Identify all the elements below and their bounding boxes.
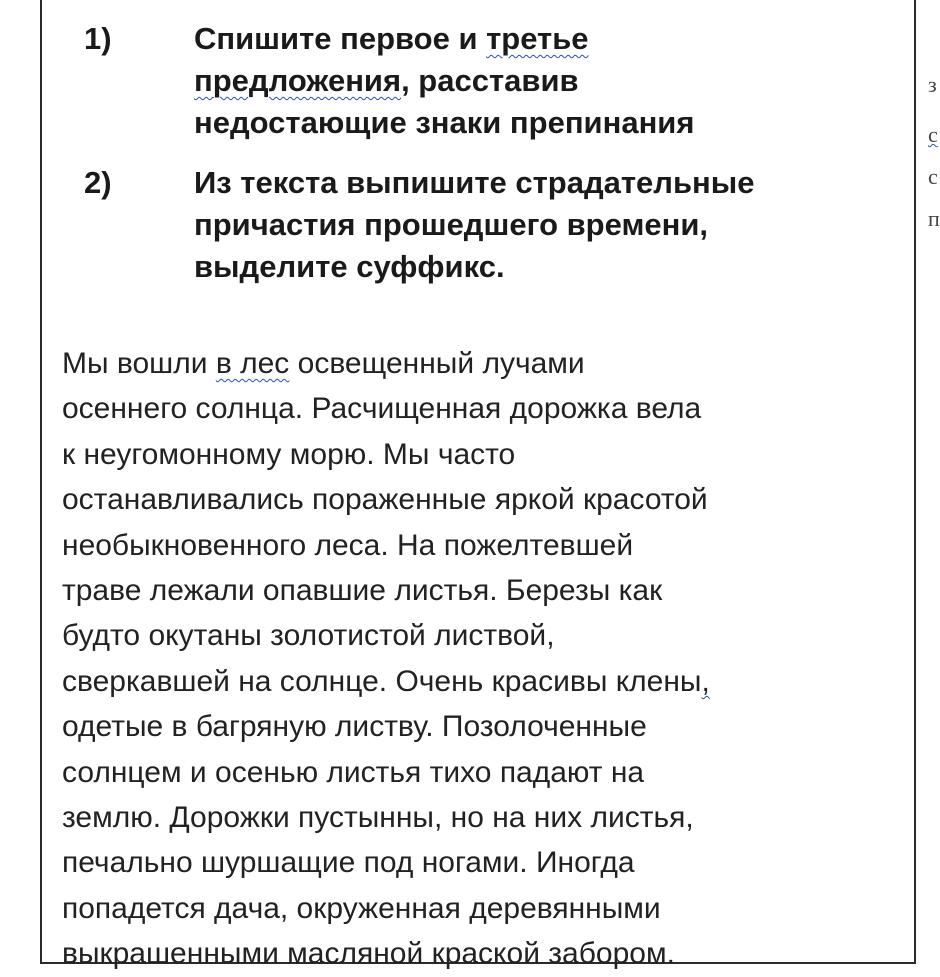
spellcheck-underlined-word: третье xyxy=(486,21,589,56)
task-line: Спишите первое и третье xyxy=(194,21,589,56)
task-list xyxy=(84,18,864,288)
spellcheck-underlined-comma: , xyxy=(701,664,710,698)
task-line: причастия прошедшего времени, xyxy=(194,207,709,242)
passage-line: выкрашенными масляной краской забором. xyxy=(62,937,675,971)
passage-line: Мы вошли в лес освещенный лучами xyxy=(62,347,585,380)
passage-line: осеннего солнца. Расчищенная дорожка вела xyxy=(62,392,702,426)
passage-text xyxy=(62,341,892,977)
adjacent-page-glyph: с xyxy=(928,122,938,147)
adjacent-page-glyph: п xyxy=(928,206,940,231)
task-line: предложения, расставив xyxy=(194,63,579,98)
task-line: недостающие знаки препинания xyxy=(194,105,695,140)
passage-line: печально шуршащие под ногами. Иногда xyxy=(62,846,635,880)
adjacent-page-glyph: с xyxy=(928,164,938,189)
task-number: 2) xyxy=(84,165,112,200)
passage-line: необыкновенного леса. На пожелтевшей xyxy=(62,528,634,562)
task-text xyxy=(194,18,864,144)
passage-line: будто окутаны золотистой листвой, xyxy=(62,619,555,653)
passage-line: попадется дача, окруженная деревянными xyxy=(62,891,661,925)
task-line: Из текста выпишите страдательные xyxy=(194,165,755,200)
task-line: выделите суффикс. xyxy=(194,249,505,284)
spellcheck-underlined-word: в лес xyxy=(215,347,290,380)
passage-line: к неугомонному морю. Мы часто xyxy=(62,437,516,471)
passage-line: останавливались пораженные яркой красотой xyxy=(62,483,708,517)
passage-line: землю. Дорожки пустынны, но на них листья, xyxy=(62,801,694,835)
adjacent-page-glyph: з xyxy=(928,72,937,97)
passage-line: траве лежали опавшие листья. Березы как xyxy=(62,574,663,608)
spellcheck-underlined-word: предложения xyxy=(194,63,402,98)
task-item xyxy=(84,162,864,288)
passage-line: сверкавшей на солнце. Очень красивы клены, xyxy=(62,664,710,698)
passage-line: одетые в багряную листву. Позолоченные xyxy=(62,710,647,744)
passage-line: солнцем и осенью листья тихо падают на xyxy=(62,755,645,789)
task-text xyxy=(194,162,864,288)
task-number: 1) xyxy=(84,21,112,56)
task-item xyxy=(84,18,864,144)
